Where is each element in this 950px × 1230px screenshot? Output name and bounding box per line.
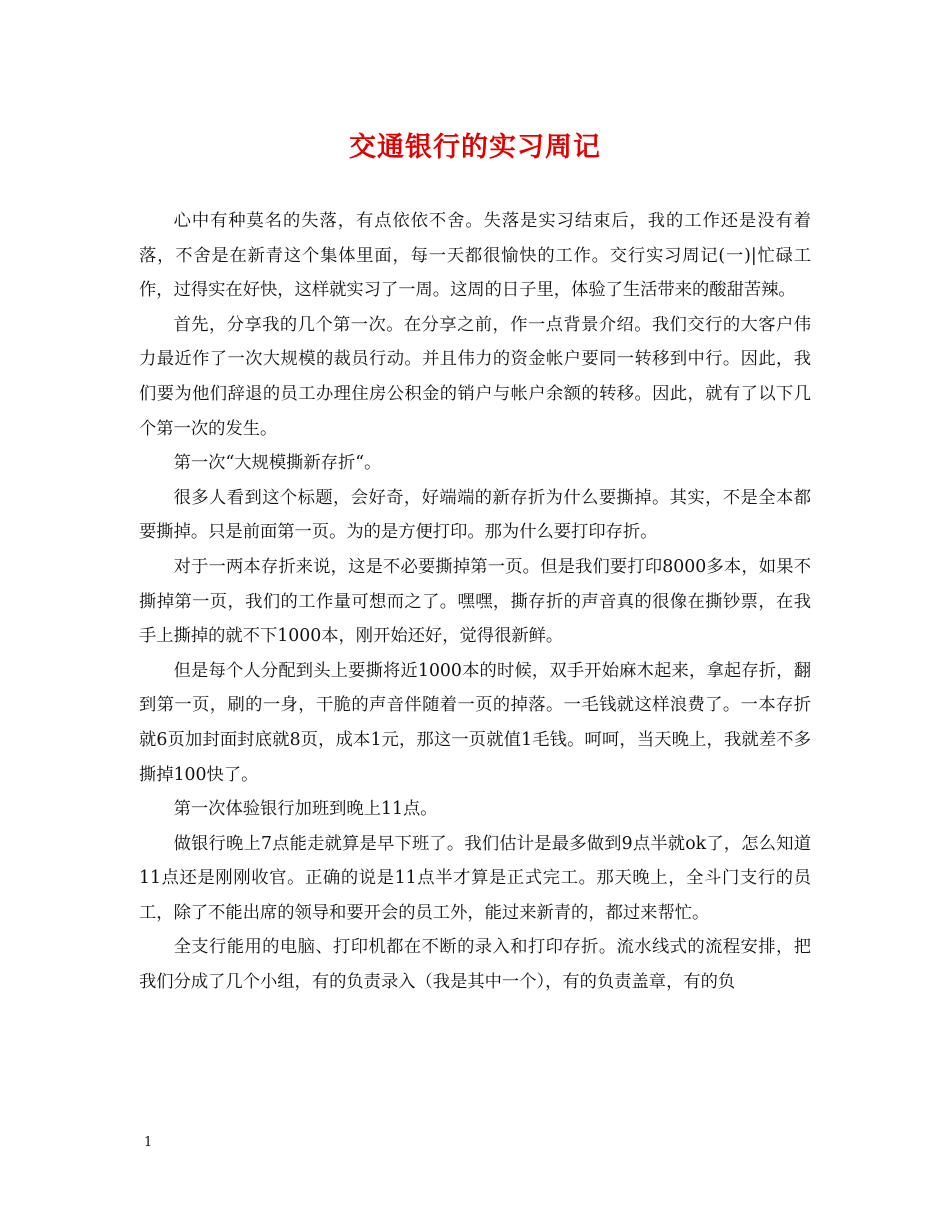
- page-number: 1: [144, 1135, 153, 1150]
- paragraph: 心中有种莫名的失落，有点依依不舍。失落是实习结束后，我的工作还是没有着落，不舍是在新青这个集体里面，每一天都很愉快的工作。交行实习周记(一)|忙碌工作，过得实在好快，这样就实习了一周。这周的日子里，体验了生活带来的酸甜苦辣。: [139, 211, 811, 301]
- paragraph: 做银行晚上7点能走就算是早下班了。我们估计是最多做到9点半就ok了，怎么知道11点还是刚刚收官。正确的说是11点半才算是正式完工。那天晚上，全斗门支行的员工，除了不能出席的领导和要开会的员工外，能过来新青的，都过来帮忙。: [139, 833, 811, 923]
- paragraph: 第一次体验银行加班到晚上11点。: [173, 799, 438, 820]
- paragraph: 但是每个人分配到头上要撕将近1000本的时候，双手开始麻木起来，拿起存折，翻到第一页，刷的一身，干脆的声音伴随着一页的掉落。一毛钱就这样浪费了。一本存折就6页加封面封底就8页，成本1元，那这一页就值1毛钱。呵呵，当天晚上，我就差不多撕掉100快了。: [139, 660, 811, 785]
- paragraph: 全支行能用的电脑、打印机都在不断的录入和打印存折。流水线式的流程安排，把我们分成了几个小组，有的负责录入（我是其中一个），有的负责盖章，有的负: [139, 937, 811, 993]
- document-body: [139, 204, 811, 1000]
- paragraph: 首先，分享我的几个第一次。在分享之前，作一点背景介绍。我们交行的大客户伟力最近作了一次大规模的裁员行动。并且伟力的资金帐户要同一转移到中行。因此，我们要为他们辞退的员工办理住房公积金的销户与帐户余额的转移。因此，就有了以下几个第一次的发生。: [139, 314, 811, 439]
- paragraph: 很多人看到这个标题，会好奇，好端端的新存折为什么要撕掉。其实，不是全本都要撕掉。只是前面第一页。为的是方便打印。那为什么要打印存折。: [139, 487, 811, 543]
- document-title: 交通银行的实习周记: [349, 132, 601, 163]
- paragraph: 对于一两本存折来说，这是不必要撕掉第一页。但是我们要打印8000多本，如果不撕掉第一页，我们的工作量可想而之了。嘿嘿，撕存折的声音真的很像在撕钞票，在我手上撕掉的就不下1000本，刚开始还好，觉得很新鲜。: [139, 556, 811, 647]
- paragraph: 第一次“大规模撕新存折“。: [173, 453, 382, 474]
